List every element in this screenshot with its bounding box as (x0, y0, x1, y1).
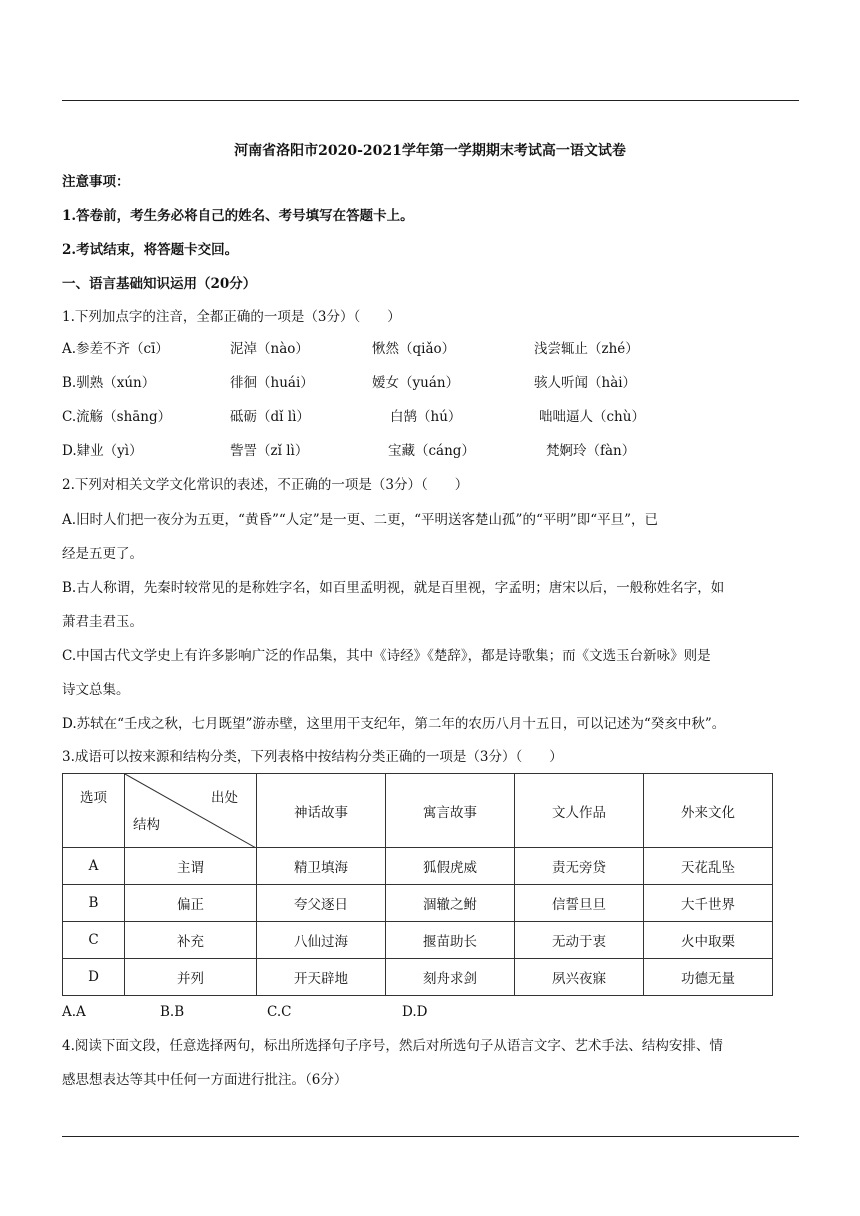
q3-answer-b: B.B (160, 1004, 185, 1020)
table-header-row (63, 774, 773, 848)
table-cell: 精卫填海 (257, 848, 386, 885)
notes-item-1: 1.答卷前，考生务必将自己的姓名、考号填写在答题卡上。 (62, 208, 414, 224)
table-cell: B (63, 885, 125, 922)
q1-option-d-3: 宝藏（cáng） (388, 443, 475, 459)
q1-option-a-2: 泥淖（nào） (230, 341, 309, 357)
exam-title: 河南省洛阳市2020-2021学年第一学期期末考试高一语文试卷 (234, 143, 626, 159)
table-cell: 补充 (125, 922, 257, 959)
q1-option-d-2: 訾詈（zǐ lì） (230, 443, 309, 459)
q2-stem: 2.下列对相关文学文化常识的表述，不正确的一项是（3分）（ ） (62, 477, 469, 493)
q2-line-2: 经是五更了。 (62, 546, 143, 562)
table-cell: 狐假虎威 (386, 848, 515, 885)
q1-option-b-3: 嫒女（yuán） (372, 375, 460, 391)
table-cell: 涸辙之鲋 (386, 885, 515, 922)
column-header: 外来文化 (644, 774, 773, 848)
q2-line-5: C.中国古代文学史上有许多影响广泛的作品集，其中《诗经》《楚辞》，都是诗歌集；而《文选玉台新咏》则是 (62, 648, 711, 664)
q2-line-3: B.古人称谓，先秦时较常见的是称姓字名，如百里孟明视，就是百里视，字孟明；唐宋以后，一般称姓名字，如 (62, 580, 725, 596)
idiom-table (62, 773, 773, 996)
corner-label-source: 出处 (211, 790, 238, 806)
column-header: 文人作品 (515, 774, 644, 848)
q1-option-a-1: A.参差不齐（cī） (62, 341, 169, 357)
table-row (63, 922, 773, 959)
table-row (63, 959, 773, 996)
q1-option-d-1: D.肄业（yì） (62, 443, 143, 459)
q1-option-a-3: 愀然（qiǎo） (372, 341, 456, 357)
q1-option-a-4: 浅尝辄止（zhé） (534, 341, 639, 357)
table-cell: 偏正 (125, 885, 257, 922)
table-cell: 刻舟求剑 (386, 959, 515, 996)
corner-label-option: 选项 (63, 774, 125, 848)
table-cell: 开天辟地 (257, 959, 386, 996)
table-cell: 责无旁贷 (515, 848, 644, 885)
diagonal-header-cell (125, 774, 257, 848)
table-cell: 夸父逐日 (257, 885, 386, 922)
q4-line-1: 4.阅读下面文段，任意选择两句，标出所选择句子序号，然后对所选句子从语言文字、艺术手法、结构安排、情 (62, 1038, 723, 1054)
q1-option-b-1: B.驯熟（xún） (62, 375, 156, 391)
table-cell: 并列 (125, 959, 257, 996)
q1-option-b-4: 骇人听闻（hài） (534, 375, 637, 391)
q1-option-b-2: 徘徊（huái） (230, 375, 314, 391)
corner-label-structure: 结构 (133, 817, 160, 833)
q2-line-6: 诗文总集。 (62, 682, 130, 698)
q1-stem: 1.下列加点字的注音，全都正确的一项是（3分）（ ） (62, 309, 401, 325)
q2-line-1: A.旧时人们把一夜分为五更，“黄昏”“人定”是一更、二更，“平明送客楚山孤”的“平明”即“平旦”，已 (62, 512, 659, 528)
table-cell: 大千世界 (644, 885, 773, 922)
notes-heading: 注意事项： (62, 174, 130, 190)
q1-option-d-4: 梵婀玲（fàn） (546, 443, 636, 459)
header-rule (62, 100, 799, 101)
q3-stem: 3.成语可以按来源和结构分类，下列表格中按结构分类正确的一项是（3分）（ ） (62, 749, 563, 765)
table-cell: 功德无量 (644, 959, 773, 996)
table-cell: C (63, 922, 125, 959)
table-cell: 夙兴夜寐 (515, 959, 644, 996)
q1-option-c-3: 白鹄（hú） (390, 409, 462, 425)
column-header: 神话故事 (257, 774, 386, 848)
q3-answer-a: A.A (62, 1004, 86, 1020)
q4-line-2: 感思想表达等其中任何一方面进行批注。（6分） (62, 1072, 348, 1088)
table-cell: 八仙过海 (257, 922, 386, 959)
table-cell: D (63, 959, 125, 996)
q1-option-c-2: 砥砺（dǐ lì） (230, 409, 310, 425)
table-cell: 揠苗助长 (386, 922, 515, 959)
table-cell: 火中取栗 (644, 922, 773, 959)
notes-item-2: 2.考试结束，将答题卡交回。 (62, 242, 239, 258)
footer-rule (62, 1136, 799, 1137)
table-cell: 主谓 (125, 848, 257, 885)
q3-answer-c: C.C (267, 1004, 292, 1020)
table-row (63, 848, 773, 885)
table-cell: 天花乱坠 (644, 848, 773, 885)
table-cell: 无动于衷 (515, 922, 644, 959)
q3-answer-d: D.D (402, 1004, 428, 1020)
table-cell: 信誓旦旦 (515, 885, 644, 922)
q1-option-c-1: C.流觞（shāng） (62, 409, 172, 425)
q2-line-7: D.苏轼在“壬戌之秋，七月既望”游赤壁，这里用干支纪年，第二年的农历八月十五日，可以记述为“癸亥中秋”。 (62, 716, 726, 732)
q1-option-c-4: 咄咄逼人（chù） (539, 409, 645, 425)
section-heading: 一、语言基础知识运用（20分） (62, 276, 257, 292)
q2-line-4: 萧君圭君玉。 (62, 614, 143, 630)
table-row (63, 885, 773, 922)
column-header: 寓言故事 (386, 774, 515, 848)
table-cell: A (63, 848, 125, 885)
